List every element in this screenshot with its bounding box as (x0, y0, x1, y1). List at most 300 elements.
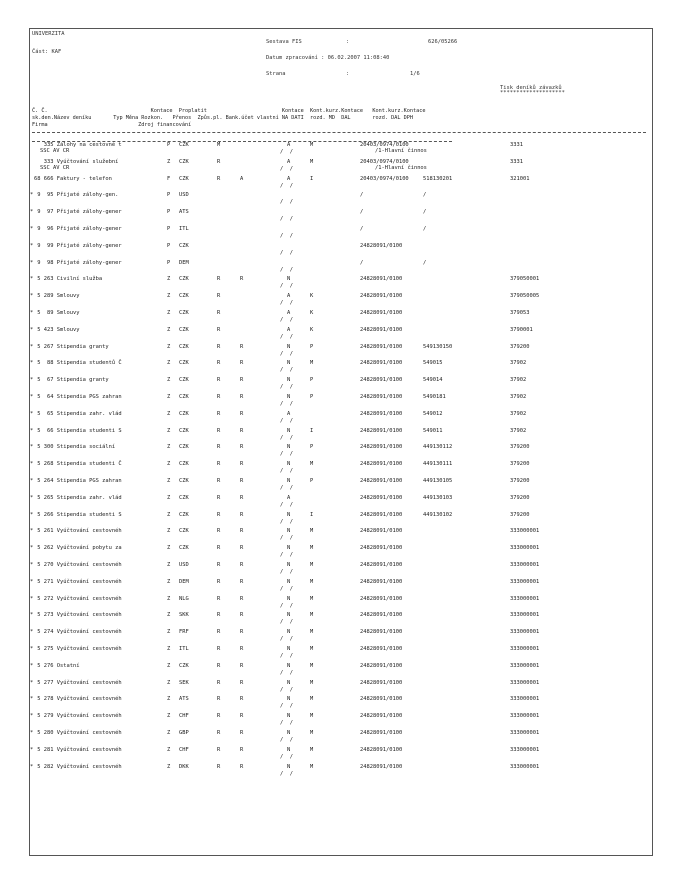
row-slash-marks: / / (280, 249, 293, 256)
prenos-cell: N (287, 444, 291, 451)
row-slash-marks: / / (280, 753, 293, 760)
zpusob-cell: M (310, 646, 314, 652)
type-cell: P (167, 192, 171, 199)
zdroj-cell: R (240, 276, 244, 283)
type-cell: Z (167, 427, 171, 434)
rozkon-cell: R (217, 377, 221, 384)
zdroj-cell: R (240, 360, 244, 367)
row-slash-marks: / / (280, 367, 293, 374)
kontace-dal-cell: 37902 (510, 377, 527, 384)
kontace-dal-cell: 333000001 (510, 696, 540, 703)
currency-cell: NLG (179, 595, 189, 602)
kontace-dal-cell: 333000001 (510, 679, 540, 686)
zdroj-cell: R (240, 662, 244, 669)
journal-name: 5 272 Vyúčtování cestovnéh (34, 595, 122, 602)
prenos-cell: N (287, 746, 291, 753)
rozkon-cell: R (217, 293, 221, 300)
journal-name: 5 64 Stipendia PGS zahran (34, 394, 122, 400)
zpusob-cell: M (310, 679, 314, 686)
zpusob-cell: M (310, 360, 314, 367)
row-marker: * (30, 276, 34, 283)
row-slash-marks: / / (280, 585, 293, 592)
kontace-dal-cell: 333000001 (510, 646, 540, 652)
zpusob-cell: M (310, 158, 314, 165)
prenos-cell: N (287, 478, 291, 484)
kontace-dal-cell: 37902 (510, 360, 527, 367)
kontace-nadati-cell: / (423, 209, 427, 216)
journal-name: 5 261 Vyúčtování cestovnéh (34, 528, 122, 535)
journal-name: 5 265 Stipendia zahr. vlád (34, 494, 122, 501)
zdroj-cell: R (240, 545, 244, 552)
journal-name: 5 282 Vyúčtování cestovnéh (34, 763, 122, 770)
activity-cell: /1-Hlavní činnos (375, 148, 427, 154)
currency-cell: CZK (179, 545, 189, 552)
kontace-dal-cell: 333000001 (510, 662, 540, 669)
zdroj-cell: R (240, 595, 244, 602)
row-marker: * (30, 259, 34, 266)
zdroj-cell: R (240, 511, 244, 518)
row-marker: * (30, 444, 34, 451)
rozkon-cell: R (217, 730, 221, 736)
rozkon-cell: R (217, 646, 221, 652)
row-slash-marks: / / (280, 199, 293, 206)
type-cell: P (167, 226, 171, 232)
type-cell: P (167, 209, 171, 216)
org-name: UNIVERZITA (32, 31, 65, 37)
row-slash-marks: / / (280, 569, 293, 575)
currency-cell: DKK (179, 763, 189, 770)
currency-cell: CHF (179, 746, 189, 753)
type-cell: Z (167, 763, 171, 770)
type-cell: Z (167, 612, 171, 619)
rozkon-cell: R (217, 679, 221, 686)
type-cell: Z (167, 276, 171, 283)
row-slash-marks: / / (280, 703, 293, 710)
row-slash-marks: / / (280, 737, 293, 743)
zpusob-cell: M (310, 746, 314, 753)
kontace-dal-cell: 379200 (510, 343, 530, 350)
journal-name: 5 423 Smlouvy (34, 326, 80, 333)
prenos-cell: N (287, 595, 291, 602)
row-marker: * (30, 612, 34, 619)
journal-name: 5 279 Vyúčtování cestovnéh (34, 713, 122, 720)
row-slash-marks: / / (280, 350, 293, 357)
row-slash-marks: / / (280, 149, 293, 155)
prenos-cell: N (287, 461, 291, 468)
zpusob-cell: I (310, 427, 314, 434)
row-slash-marks: / / (280, 686, 293, 693)
rozkon-cell: R (217, 410, 221, 417)
kontace-nadati-cell: 449130102 (423, 511, 453, 518)
currency-cell: CZK (179, 511, 189, 518)
type-cell: Z (167, 578, 171, 585)
rozkon-cell: R (217, 562, 221, 568)
currency-cell: CZK (179, 293, 189, 300)
rozkon-cell: R (217, 427, 221, 434)
firm-cell: SSC AV CR (40, 164, 70, 171)
currency-cell: CZK (179, 461, 189, 468)
currency-cell: CZK (179, 478, 189, 484)
type-cell: Z (167, 528, 171, 535)
prenos-cell: N (287, 696, 291, 703)
zdroj-cell: R (240, 478, 244, 484)
bank-account-cell: 24828091/0100 (360, 478, 403, 484)
kontace-nadati-cell: 549015 (423, 360, 443, 367)
journal-name: 5 266 Stipendia studenti S (34, 511, 122, 518)
part-label: Část: KAF (32, 49, 62, 55)
bank-account-cell: 24828091/0100 (360, 511, 403, 518)
row-slash-marks: / / (280, 518, 293, 525)
journal-name: 68 666 Faktury - telefon (34, 175, 112, 182)
bank-account-cell: 24828091/0100 (360, 713, 403, 720)
rozkon-cell: R (217, 360, 221, 367)
row-slash-marks: / / (280, 552, 293, 559)
row-marker: * (30, 511, 34, 518)
journal-name: 9 95 Přijaté zálohy-gen. (34, 192, 119, 199)
header-rule (32, 132, 646, 133)
kontace-dal-cell: 333000001 (510, 746, 540, 753)
journal-name: 5 263 Civilní služba (34, 276, 103, 283)
currency-cell: CHF (179, 713, 189, 720)
kontace-dal-cell: 37902 (510, 410, 527, 417)
row-slash-marks: / / (280, 266, 293, 273)
prenos-cell: N (287, 394, 291, 400)
row-slash-marks: / / (280, 233, 293, 239)
zpusob-cell: P (310, 444, 314, 451)
bank-account-cell: 24828091/0100 (360, 410, 403, 417)
rozkon-cell: R (217, 578, 221, 585)
row-slash-marks: / / (280, 401, 293, 407)
kontace-dal-cell: 379200 (510, 461, 530, 468)
type-cell: Z (167, 360, 171, 367)
currency-cell: ATS (179, 696, 189, 703)
prenos-cell: A (287, 494, 291, 501)
currency-cell: CZK (179, 394, 189, 400)
currency-cell: CZK (179, 444, 189, 451)
zpusob-cell: M (310, 461, 314, 468)
row-marker: * (30, 461, 34, 468)
row-slash-marks: / / (280, 602, 293, 609)
type-cell: P (167, 242, 171, 249)
zdroj-cell: R (240, 394, 244, 400)
zpusob-cell: I (310, 175, 314, 182)
journal-name: 5 270 Vyúčtování cestovnéh (34, 562, 122, 568)
row-marker: * (30, 646, 34, 652)
zpusob-cell: P (310, 343, 314, 350)
currency-cell: CZK (179, 343, 189, 350)
kontace-dal-cell: 37902 (510, 427, 527, 434)
type-cell: Z (167, 410, 171, 417)
report-label: Sestava FIS (266, 39, 302, 45)
journal-name: 5 267 Stipendia granty (34, 343, 109, 350)
row-marker: * (30, 394, 34, 400)
type-cell: Z (167, 326, 171, 333)
currency-cell: CZK (179, 662, 189, 669)
row-marker: * (30, 494, 34, 501)
row-marker: * (30, 226, 34, 232)
journal-name: 5 274 Vyúčtování cestovnéh (34, 629, 122, 636)
kontace-nadati-cell: 5490181 (423, 394, 446, 400)
journal-name: 5 67 Stipendia granty (34, 377, 109, 384)
rozkon-cell: R (217, 494, 221, 501)
type-cell: Z (167, 494, 171, 501)
type-cell: Z (167, 629, 171, 636)
bank-account-cell: 24828091/0100 (360, 461, 403, 468)
zdroj-cell: R (240, 377, 244, 384)
zdroj-cell: R (240, 461, 244, 468)
rozkon-cell: R (217, 343, 221, 350)
zdroj-cell: R (240, 629, 244, 636)
journal-name: 5 277 Vyúčtování cestovnéh (34, 679, 122, 686)
currency-cell: CZK (179, 410, 189, 417)
kontace-dal-cell: 3331 (510, 158, 523, 165)
type-cell: Z (167, 293, 171, 300)
bank-account-cell: 24828091/0100 (360, 612, 403, 619)
currency-cell: DEM (179, 578, 189, 585)
kontace-dal-cell: 333000001 (510, 713, 540, 720)
row-marker: * (30, 293, 34, 300)
prenos-cell: N (287, 612, 291, 619)
bank-account-cell: / (360, 192, 364, 199)
journal-name: 5 264 Stipendia PGS zahran (34, 478, 122, 484)
row-slash-marks: / / (280, 182, 293, 189)
bank-account-cell: 24828091/0100 (360, 444, 403, 451)
date-label: Datum zpracování : 06.02.2007 11:08:40 (266, 55, 390, 61)
kontace-dal-cell: 333000001 (510, 595, 540, 602)
kontace-nadati-cell: 449130112 (423, 444, 453, 451)
prenos-cell: N (287, 528, 291, 535)
journal-name: 9 98 Přijaté zálohy-gener (34, 259, 122, 266)
zdroj-cell: R (240, 612, 244, 619)
row-slash-marks: / / (280, 669, 293, 676)
type-cell: Z (167, 511, 171, 518)
zpusob-cell: M (310, 545, 314, 552)
zdroj-cell: R (240, 730, 244, 736)
rozkon-cell: R (217, 444, 221, 451)
row-marker: * (30, 360, 34, 367)
bank-account-cell: 24828091/0100 (360, 562, 403, 568)
row-slash-marks: / / (280, 636, 293, 643)
kontace-dal-cell: 379200 (510, 494, 530, 501)
currency-cell: FRF (179, 629, 189, 636)
table-row (30, 764, 650, 788)
journal-name: 5 66 Stipendia studenti S (34, 427, 122, 434)
zdroj-cell: R (240, 444, 244, 451)
row-slash-marks: / / (280, 165, 293, 172)
zpusob-cell: M (310, 595, 314, 602)
zpusob-cell: M (310, 662, 314, 669)
currency-cell: CZK (179, 276, 189, 283)
prenos-cell: N (287, 730, 291, 736)
type-cell: Z (167, 158, 171, 165)
row-slash-marks: / / (280, 535, 293, 542)
kontace-dal-cell: 333000001 (510, 612, 540, 619)
type-cell: Z (167, 545, 171, 552)
journal-name: 5 280 Vyúčtování cestovnéh (34, 730, 122, 736)
prenos-cell: N (287, 545, 291, 552)
rozkon-cell: R (217, 394, 221, 400)
currency-cell: CZK (179, 360, 189, 367)
rozkon-cell: R (217, 763, 221, 770)
row-marker: * (30, 377, 34, 384)
row-marker: * (30, 192, 34, 199)
zpusob-cell: M (310, 713, 314, 720)
prenos-cell: N (287, 360, 291, 367)
type-cell: Z (167, 394, 171, 400)
currency-cell: ITL (179, 226, 189, 232)
bank-account-cell: 24828091/0100 (360, 310, 403, 316)
prenos-cell: A (287, 293, 291, 300)
bank-account-cell: 20403/0974/0100 (360, 158, 409, 165)
row-marker: * (30, 679, 34, 686)
bank-account-cell: 24828091/0100 (360, 746, 403, 753)
type-cell: Z (167, 562, 171, 568)
type-cell: Z (167, 713, 171, 720)
row-marker: * (30, 595, 34, 602)
row-marker: * (30, 209, 34, 216)
row-marker: * (30, 578, 34, 585)
row-slash-marks: / / (280, 283, 293, 290)
report-colon: : (346, 39, 350, 45)
row-slash-marks: / / (280, 417, 293, 424)
bank-account-cell: 24828091/0100 (360, 679, 403, 686)
column-header-line1: Č. Č. Kontace Proplatit Kontace Kont.kurz.Kontace Kont.kurz.Kontace (32, 108, 426, 114)
bank-account-cell: 20403/0974/0100 (360, 142, 409, 148)
journal-name: 5 289 Smlouvy (34, 293, 80, 300)
row-marker: * (30, 746, 34, 753)
rozkon-cell: M (217, 142, 221, 148)
row-slash-marks: / / (280, 384, 293, 391)
currency-cell: ITL (179, 646, 189, 652)
kontace-dal-cell: 321001 (510, 175, 530, 182)
bank-account-cell: / (360, 226, 364, 232)
type-cell: P (167, 142, 171, 148)
rozkon-cell: R (217, 478, 221, 484)
rozkon-cell: R (217, 175, 221, 182)
rozkon-cell: R (217, 276, 221, 283)
kontace-dal-cell: 37902 (510, 394, 527, 400)
bank-account-cell: 24828091/0100 (360, 595, 403, 602)
rozkon-cell: R (217, 612, 221, 619)
row-slash-marks: / / (280, 216, 293, 223)
row-slash-marks: / / (280, 770, 293, 777)
bank-account-cell: 24828091/0100 (360, 730, 403, 736)
currency-cell: CZK (179, 175, 189, 182)
bank-account-cell: 24828091/0100 (360, 326, 403, 333)
bank-account-cell: / (360, 259, 364, 266)
currency-cell: USD (179, 192, 189, 199)
bank-account-cell: 24828091/0100 (360, 427, 403, 434)
type-cell: Z (167, 662, 171, 669)
row-slash-marks: / / (280, 451, 293, 458)
journal-name: 5 271 Vyúčtování cestovnéh (34, 578, 122, 585)
rozkon-cell: R (217, 310, 221, 316)
row-marker: * (30, 478, 34, 484)
rozkon-cell: R (217, 696, 221, 703)
currency-cell: CZK (179, 494, 189, 501)
journal-name: 335 Zálohy na cestovné t (34, 142, 122, 148)
zdroj-cell: R (240, 343, 244, 350)
type-cell: Z (167, 730, 171, 736)
column-header-line2: sk.den.Název deníku Typ Měna Rozkon. Přenos Způs.pl. Bank.účet vlastní NA DATI rozd. MD DAL rozd. DAL DPH (32, 115, 414, 121)
currency-cell: CZK (179, 142, 189, 148)
row-slash-marks: / / (280, 485, 293, 491)
kontace-dal-cell: 3331 (510, 142, 523, 148)
kontace-dal-cell: 333000001 (510, 629, 540, 636)
type-cell: Z (167, 595, 171, 602)
kontace-dal-cell: 3790001 (510, 326, 533, 333)
kontace-dal-cell: 333000001 (510, 763, 540, 770)
report-title-underline: ******************** (500, 90, 565, 96)
prenos-cell: N (287, 377, 291, 384)
zdroj-cell: R (240, 696, 244, 703)
rozkon-cell: R (217, 629, 221, 636)
row-slash-marks: / / (280, 317, 293, 323)
zpusob-cell: M (310, 730, 314, 736)
type-cell: Z (167, 310, 171, 316)
page-number: 1/6 (410, 71, 420, 77)
row-marker: * (30, 326, 34, 333)
currency-cell: CZK (179, 310, 189, 316)
bank-account-cell: 24828091/0100 (360, 360, 403, 367)
bank-account-cell: 24828091/0100 (360, 696, 403, 703)
prenos-cell: N (287, 763, 291, 770)
rozkon-cell: R (217, 713, 221, 720)
rozkon-cell: R (217, 545, 221, 552)
journal-name: 5 281 Vyúčtování cestovnéh (34, 746, 122, 753)
zdroj-cell: R (240, 494, 244, 501)
bank-account-cell: / (360, 209, 364, 216)
journal-name: 5 65 Stipendia zahr. vlád (34, 410, 122, 417)
currency-cell: GBP (179, 730, 189, 736)
type-cell: Z (167, 444, 171, 451)
journal-name: 9 97 Přijaté zálohy-gener (34, 209, 122, 216)
row-slash-marks: / / (280, 300, 293, 307)
kontace-nadati-cell: 549014 (423, 377, 443, 384)
row-slash-marks: / / (280, 653, 293, 659)
type-cell: Z (167, 679, 171, 686)
activity-cell: /1-Hlavní činnos (375, 164, 427, 171)
prenos-cell: N (287, 662, 291, 669)
zpusob-cell: P (310, 394, 314, 400)
rozkon-cell: R (217, 511, 221, 518)
journal-name: 9 96 Přijaté zálohy-gener (34, 226, 122, 232)
kontace-dal-cell: 333000001 (510, 545, 540, 552)
zpusob-cell: M (310, 612, 314, 619)
kontace-dal-cell: 379200 (510, 478, 530, 484)
kontace-dal-cell: 379200 (510, 444, 530, 451)
journal-name: 5 268 Stipendia studenti Č (34, 461, 122, 468)
bank-account-cell: 24828091/0100 (360, 276, 403, 283)
kontace-nadati-cell: / (423, 192, 427, 199)
page-colon: : (346, 71, 350, 77)
type-cell: Z (167, 343, 171, 350)
zdroj-cell: R (240, 713, 244, 720)
type-cell: Z (167, 696, 171, 703)
type-cell: P (167, 259, 171, 266)
currency-cell: CZK (179, 326, 189, 333)
row-marker: * (30, 662, 34, 669)
currency-cell: USD (179, 562, 189, 568)
bank-account-cell: 24828091/0100 (360, 662, 403, 669)
prenos-cell: A (287, 142, 291, 148)
zdroj-cell: R (240, 410, 244, 417)
kontace-dal-cell: 333000001 (510, 730, 540, 736)
journal-name: 5 262 Vyúčtování pobytu za (34, 545, 122, 552)
firm-cell: SSC AV CR (40, 148, 70, 154)
row-marker: * (30, 696, 34, 703)
row-slash-marks: / / (280, 434, 293, 441)
